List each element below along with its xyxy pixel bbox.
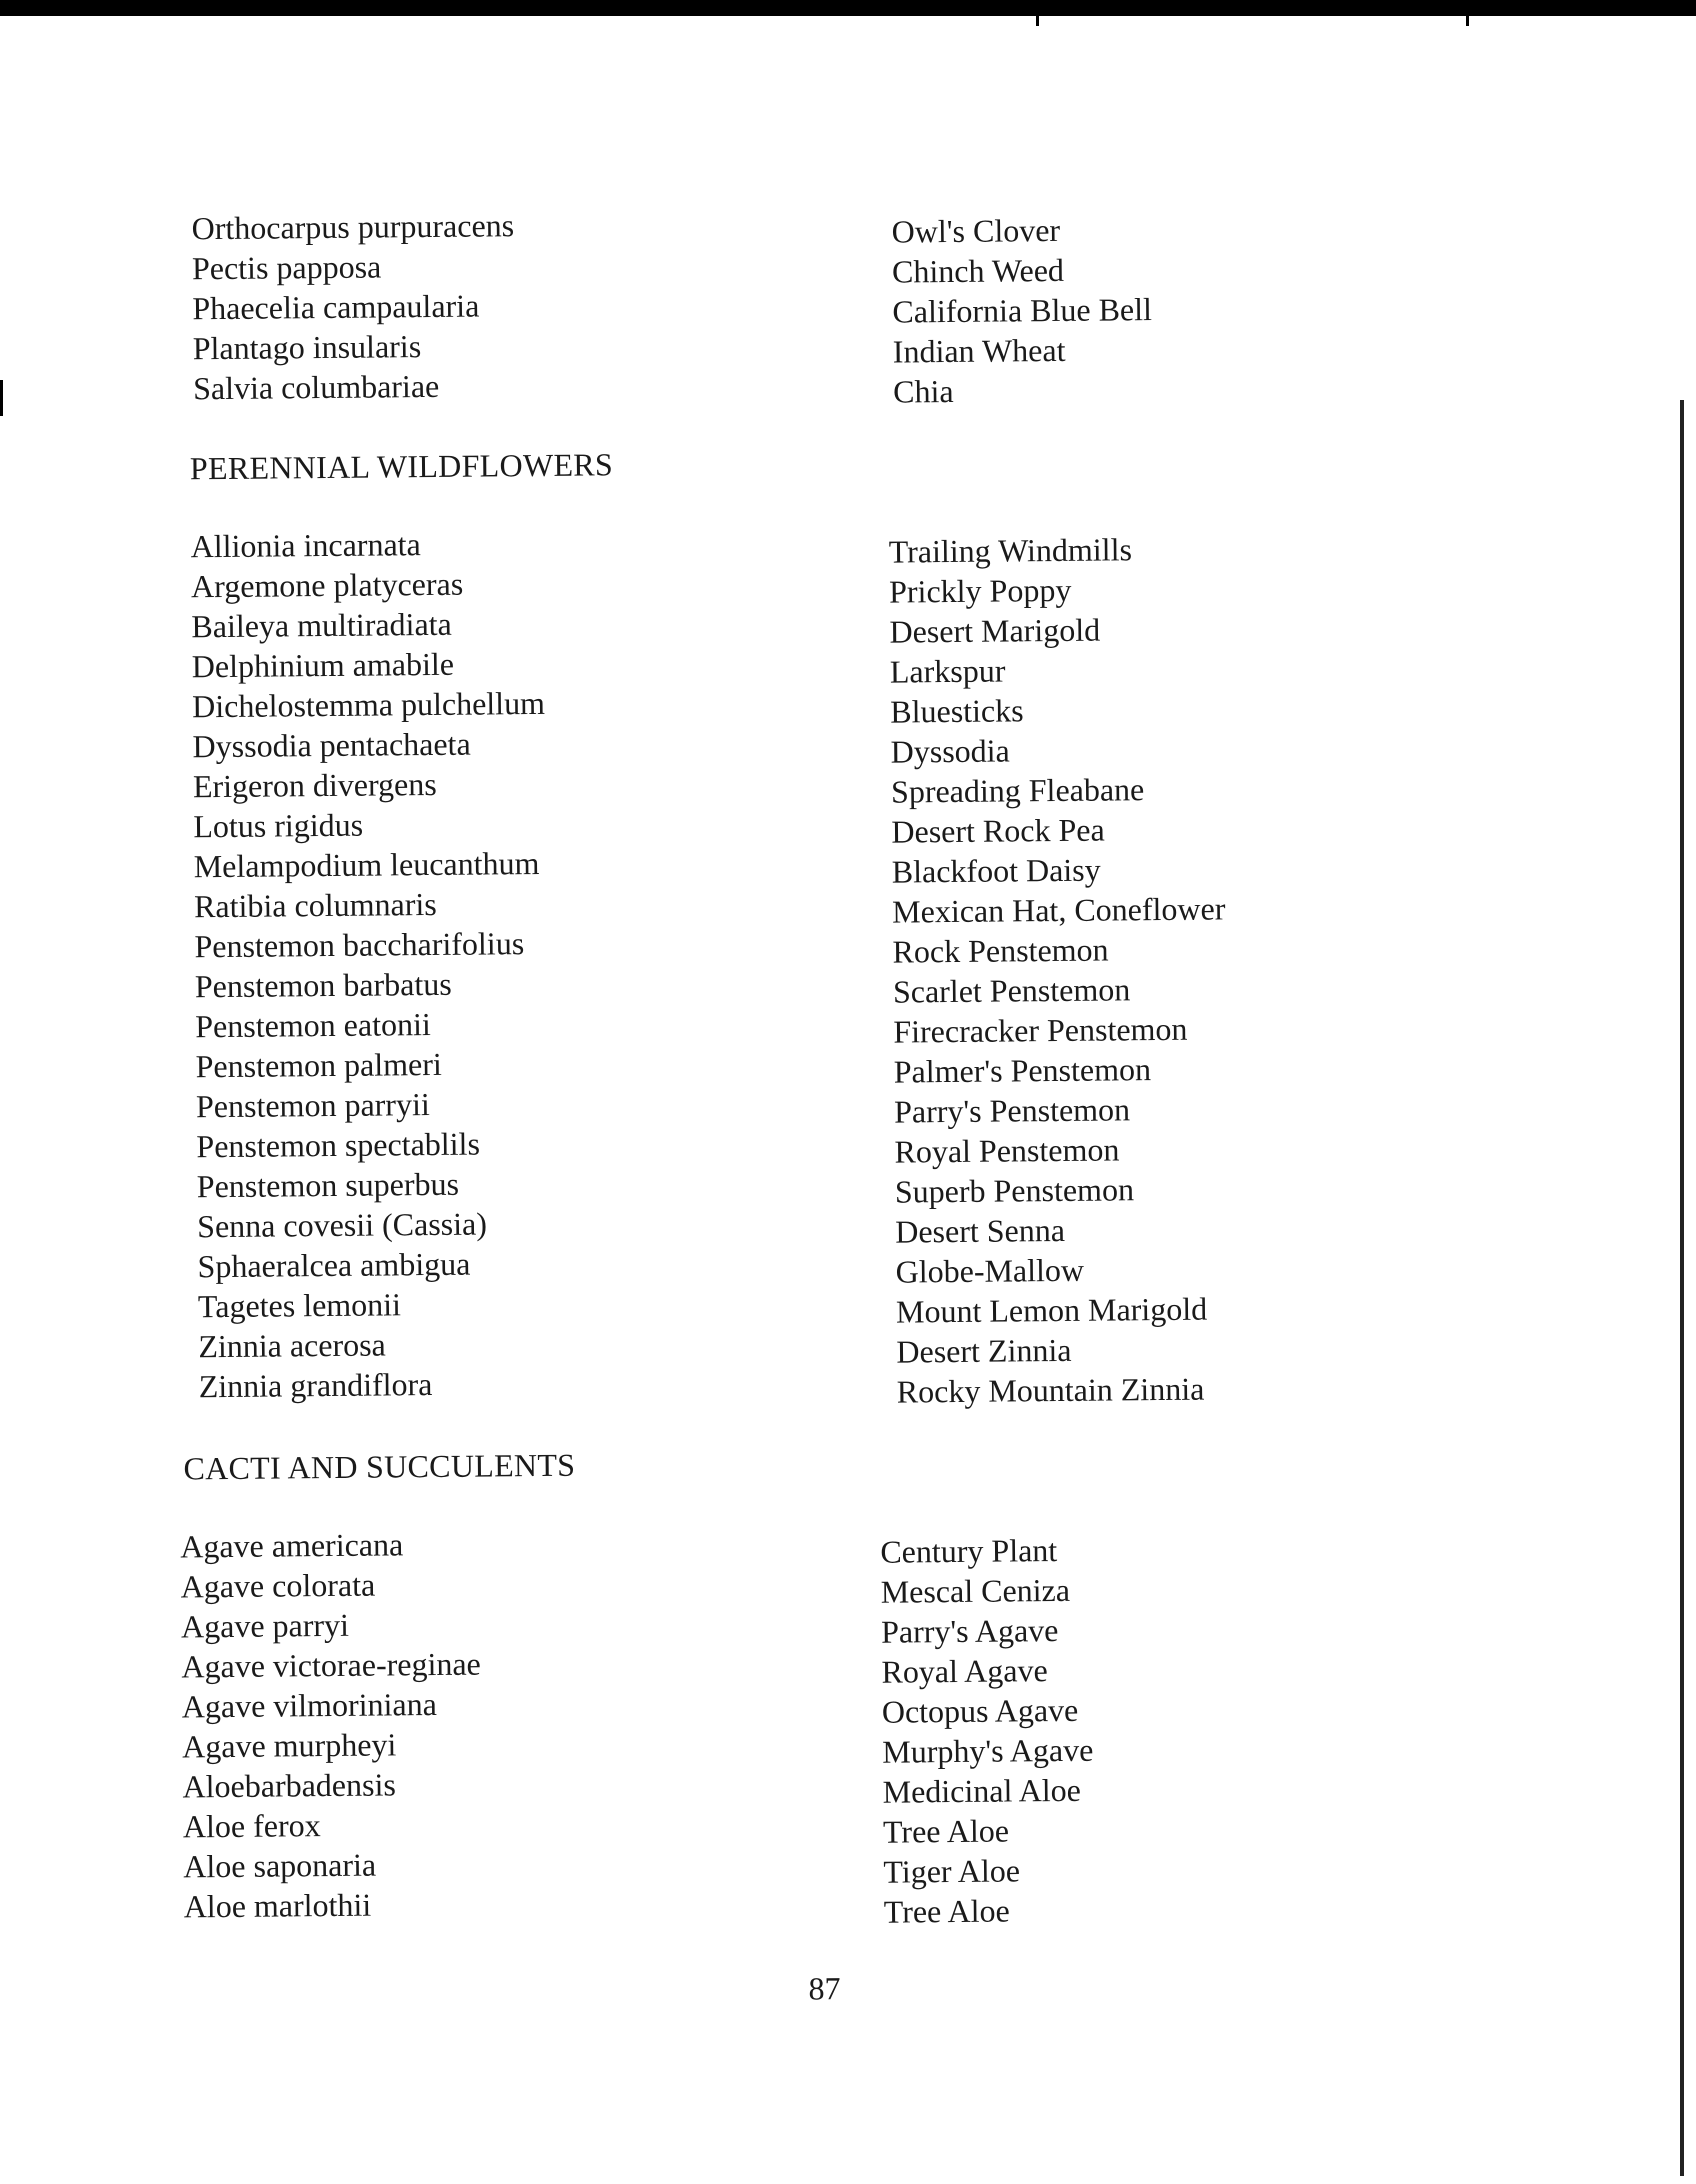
scientific-name: Plantago insularis: [192, 328, 422, 367]
common-name: California Blue Bell: [892, 291, 1153, 330]
common-name: Desert Zinnia: [896, 1331, 1072, 1370]
common-name-list: [891, 209, 1152, 411]
scientific-name: Erigeron divergens: [192, 765, 437, 805]
scientific-name: Aloe saponaria: [183, 1846, 377, 1885]
scientific-name: Zinnia acerosa: [198, 1326, 386, 1365]
scientific-name: Penstemon eatonii: [195, 1006, 431, 1045]
common-name: Medicinal Aloe: [882, 1771, 1081, 1810]
scientific-name: Agave colorata: [180, 1566, 376, 1605]
scientific-name: Dichelostemma pulchellum: [192, 684, 546, 725]
scientific-name: Aloe marlothii: [183, 1886, 372, 1925]
common-name: Royal Agave: [881, 1652, 1048, 1690]
section-heading: PERENNIAL WILDFLOWERS: [189, 446, 614, 487]
common-name: Parry's Agave: [880, 1612, 1059, 1650]
common-name: Firecracker Penstemon: [893, 1010, 1188, 1050]
common-name: Desert Senna: [895, 1211, 1066, 1250]
common-name: Prickly Poppy: [888, 571, 1072, 610]
common-name: Dyssodia: [890, 732, 1010, 770]
common-name: Larkspur: [889, 652, 1006, 690]
common-name: Scarlet Penstemon: [892, 971, 1131, 1010]
common-name: Tree Aloe: [883, 1892, 1010, 1930]
common-name: Trailing Windmills: [888, 531, 1133, 570]
scientific-name: Agave victorae-reginae: [181, 1645, 481, 1685]
common-name: Octopus Agave: [881, 1691, 1079, 1730]
scientific-name: Agave vilmoriniana: [181, 1685, 437, 1725]
common-name: Desert Rock Pea: [891, 811, 1105, 850]
common-name: Mescal Ceniza: [880, 1571, 1071, 1610]
scientific-name: Aloebarbadensis: [182, 1766, 396, 1805]
scientific-name: Penstemon spectablils: [196, 1125, 481, 1165]
common-name: Chinch Weed: [891, 251, 1065, 290]
scientific-name: Tagetes lemonii: [197, 1286, 402, 1325]
scientific-name: Melampodium leucanthum: [193, 844, 540, 885]
scientific-name: Agave americana: [180, 1526, 404, 1565]
common-name: Murphy's Agave: [882, 1731, 1094, 1770]
scientific-name: Phaecelia campaularia: [192, 287, 480, 327]
common-name: Rocky Mountain Zinnia: [896, 1370, 1205, 1410]
scientific-name: Penstemon baccharifolius: [194, 925, 525, 965]
scientific-name: Zinnia grandiflora: [198, 1366, 433, 1405]
common-name: Mount Lemon Marigold: [895, 1290, 1208, 1330]
scientific-name: Senna covesii (Cassia): [197, 1205, 488, 1245]
common-name: Chia: [893, 372, 954, 410]
common-name: Rock Penstemon: [892, 931, 1109, 970]
common-name-list: [889, 528, 1231, 1411]
common-name: Royal Penstemon: [894, 1131, 1120, 1170]
scientific-name: Lotus rigidus: [193, 806, 364, 845]
scientific-name: Penstemon parryii: [195, 1086, 430, 1125]
scientific-name-list: [180, 1524, 483, 1927]
page-number: 87: [808, 1970, 841, 2007]
common-name: Tree Aloe: [882, 1812, 1010, 1850]
common-name: Blackfoot Daisy: [891, 851, 1101, 890]
scientific-name-list: [191, 205, 515, 408]
scientific-name: Penstemon barbatus: [194, 965, 452, 1005]
common-name: Mexican Hat, Coneflower: [892, 890, 1226, 930]
common-name: Tiger Aloe: [883, 1852, 1021, 1890]
scientific-name: Sphaeralcea ambigua: [197, 1245, 471, 1285]
common-name: Owl's Clover: [891, 211, 1061, 250]
common-name: Palmer's Penstemon: [893, 1051, 1152, 1090]
common-name: Superb Penstemon: [894, 1171, 1135, 1210]
scientific-name-list: [190, 523, 551, 1406]
scientific-name: Argemone platyceras: [190, 565, 464, 605]
scientific-name: Ratibia columnaris: [193, 885, 437, 925]
scientific-name: Penstemon superbus: [196, 1165, 460, 1205]
scientific-name: Salvia columbariae: [192, 367, 440, 407]
section-heading: CACTI AND SUCCULENTS: [183, 1446, 576, 1487]
common-name: Parry's Penstemon: [893, 1091, 1131, 1130]
scientific-name: Dyssodia pentachaeta: [192, 725, 471, 765]
common-name: Indian Wheat: [892, 331, 1066, 370]
scientific-name: Agave murpheyi: [182, 1726, 397, 1765]
scientific-name: Pectis papposa: [191, 248, 382, 287]
common-name: Desert Marigold: [889, 611, 1101, 650]
common-name: Century Plant: [880, 1532, 1058, 1570]
common-name: Bluesticks: [890, 692, 1024, 730]
scientific-name: Aloe ferox: [182, 1807, 321, 1845]
scientific-name: Baileya multiradiata: [191, 605, 452, 645]
common-name-list: [880, 1530, 1095, 1932]
scientific-name: Allionia incarnata: [190, 526, 421, 565]
common-name: Globe-Mallow: [895, 1251, 1085, 1290]
scientific-name: Orthocarpus purpuracens: [191, 207, 515, 247]
scientific-name: Agave parryi: [180, 1606, 350, 1645]
scientific-name: Delphinium amabile: [191, 645, 455, 685]
scientific-name: Penstemon palmeri: [195, 1045, 442, 1085]
common-name: Spreading Fleabane: [890, 771, 1145, 810]
